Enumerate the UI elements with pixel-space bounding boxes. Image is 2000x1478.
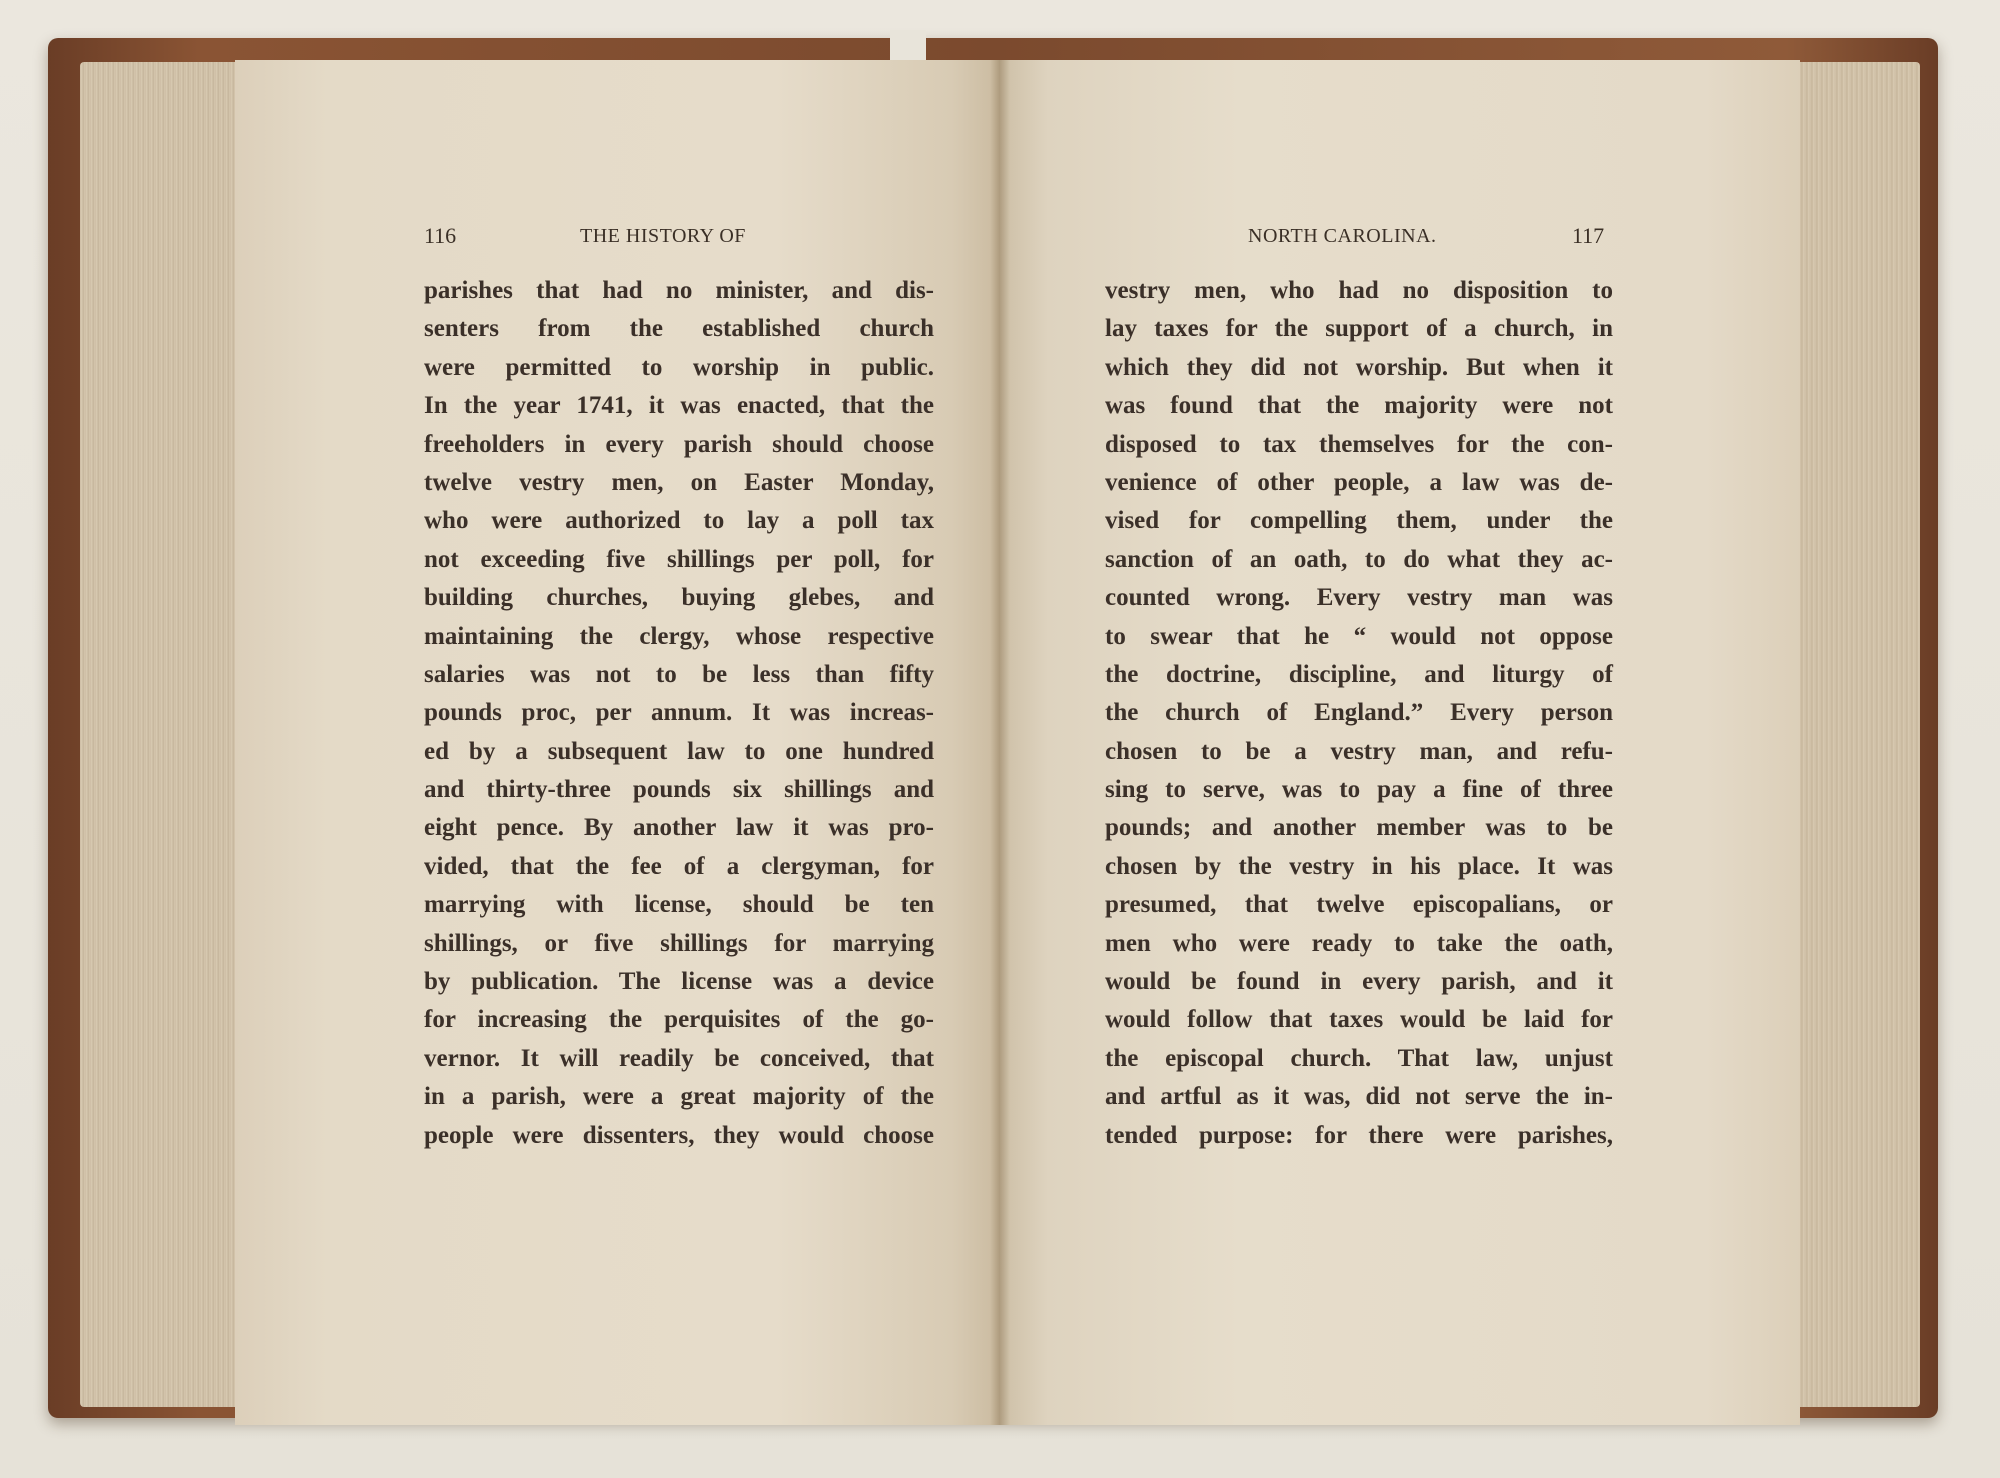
left-page-edges (80, 62, 250, 1407)
text-line: by publication. The license was a device (424, 968, 934, 996)
text-line: people were dissenters, they would choose (424, 1121, 934, 1149)
text-line: sing to serve, was to pay a fine of three (1105, 776, 1613, 804)
right-page-text (1105, 272, 1613, 1155)
text-line: not exceeding five shillings per poll, for (424, 545, 934, 573)
text-line: shillings, or five shillings for marrying (424, 929, 934, 957)
text-line: pounds proc, per annum. It was increas- (424, 699, 934, 727)
text-line: to swear that he “ would not oppose (1105, 622, 1613, 650)
text-line: marrying with license, should be ten (424, 891, 934, 919)
text-line: building churches, buying glebes, and (424, 584, 934, 612)
text-line: vised for compelling them, under the (1105, 507, 1613, 535)
text-line: counted wrong. Every vestry man was (1105, 584, 1613, 612)
text-line: parishes that had no minister, and dis- (424, 277, 934, 304)
text-line: freeholders in every parish should choose (424, 430, 934, 458)
text-line: In the year 1741, it was enacted, that the (424, 392, 934, 420)
text-line: in a parish, were a great majority of the (424, 1083, 934, 1111)
text-line: was found that the majority were not (1105, 392, 1613, 420)
text-line: vernor. It will readily be conceived, that (424, 1044, 934, 1072)
text-line: chosen by the vestry in his place. It was (1105, 852, 1613, 880)
text-line: disposed to tax themselves for the con- (1105, 430, 1613, 458)
left-page-text (424, 272, 934, 1155)
text-line: which they did not worship. But when it (1105, 353, 1613, 381)
left-running-head: THE HISTORY OF (580, 225, 746, 247)
right-running-head: NORTH CAROLINA. (1248, 225, 1437, 247)
text-line: pounds; and another member was to be (1105, 814, 1613, 842)
text-line: chosen to be a vestry man, and refu- (1105, 737, 1613, 765)
text-line: venience of other people, a law was de- (1105, 468, 1613, 496)
text-line: and artful as it was, did not serve the in- (1105, 1083, 1613, 1111)
text-line: were permitted to worship in public. (424, 353, 934, 381)
text-line: senters from the established church (424, 315, 934, 343)
text-line: vestry men, who had no disposition to (1105, 277, 1613, 304)
text-line: sanction of an oath, to do what they ac- (1105, 545, 1613, 573)
text-line: ed by a subsequent law to one hundred (424, 737, 934, 765)
text-line: vided, that the fee of a clergyman, for (424, 852, 934, 880)
text-line: for increasing the perquisites of the go- (424, 1006, 934, 1034)
book-gutter (990, 60, 1010, 1425)
text-line: the episcopal church. That law, unjust (1105, 1044, 1613, 1072)
right-page-number: 117 (1572, 223, 1605, 248)
text-line: would follow that taxes would be laid for (1105, 1006, 1613, 1034)
text-line: lay taxes for the support of a church, in (1105, 315, 1613, 343)
text-line: presumed, that twelve episcopalians, or (1105, 891, 1613, 919)
text-line: twelve vestry men, on Easter Monday, (424, 468, 934, 496)
text-line: the church of England.” Every person (1105, 699, 1613, 727)
text-line: and thirty-three pounds six shillings and (424, 776, 934, 804)
text-line: men who were ready to take the oath, (1105, 929, 1613, 957)
text-line: salaries was not to be less than fifty (424, 660, 934, 688)
text-line: the doctrine, discipline, and liturgy of (1105, 660, 1613, 688)
text-line: maintaining the clergy, whose respective (424, 622, 934, 650)
text-line: who were authorized to lay a poll tax (424, 507, 934, 535)
text-line: eight pence. By another law it was pro- (424, 814, 934, 842)
left-page-number: 116 (424, 223, 457, 248)
text-line: would be found in every parish, and it (1105, 968, 1613, 996)
right-page-edges (1790, 62, 1920, 1407)
text-line: tended purpose: for there were parishes, (1105, 1121, 1613, 1149)
